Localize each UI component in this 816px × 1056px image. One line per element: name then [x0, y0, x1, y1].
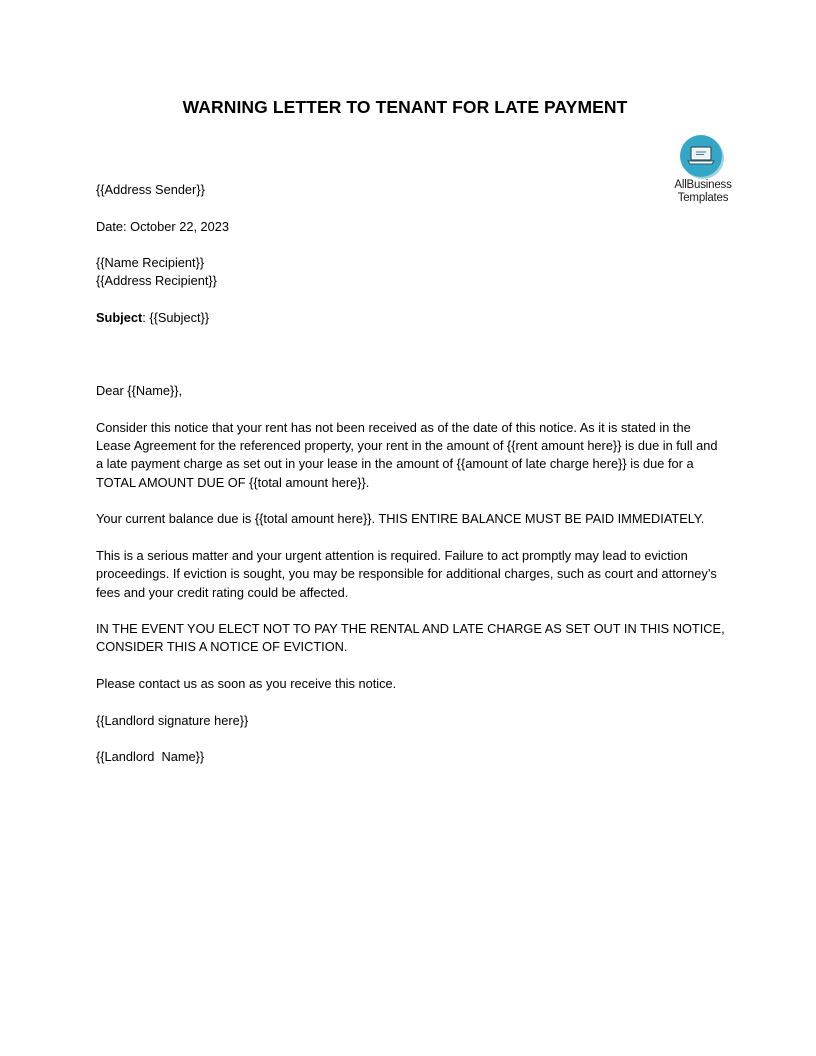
- recipient-name: {{Name Recipient}}: [96, 255, 205, 271]
- salutation: Dear {{Name}},: [96, 383, 183, 399]
- sender-address: {{Address Sender}}: [96, 182, 205, 197]
- spacer: [96, 346, 726, 383]
- document-title: WARNING LETTER TO TENANT FOR LATE PAYMENT: [182, 97, 628, 117]
- letter-date: Date: October 22, 2023: [96, 218, 230, 234]
- landlord-signature: {{Landlord signature here}}: [96, 712, 249, 728]
- logo-line-2: Templates: [677, 191, 729, 204]
- paragraph-eviction-notice: IN THE EVENT YOU ELECT NOT TO PAY THE RENTAL AND LATE CHARGE AS SET OUT IN THIS NOTICE, CONSIDER THIS A NOTICE OF EVICTION.: [96, 621, 725, 655]
- paragraph-serious-matter: This is a serious matter and your urgent attention is required. Failure to act promptly may lead to eviction proceedings. If eviction is sought, you may be responsible for additional charges, such as court and attorney’s fees and your credit rating could be affected.: [96, 547, 717, 600]
- landlord-name: {{Landlord Name}}: [96, 749, 205, 765]
- letter-body: [96, 181, 726, 785]
- logo-line-1: AllBusiness: [674, 179, 732, 191]
- paragraph-contact: Please contact us as soon as you receive this notice.: [96, 676, 397, 692]
- paragraph-notice: Consider this notice that your rent has not been received as of the date of this notice. As it is stated in the Lease Agreement for the referenced property, your rent in the amount of {{rent amount here}} is due in full and a late payment charge as set out in your lease in the amount of {{amount of late charge here}} is due for a TOTAL AMOUNT DUE OF {{total amount here}}.: [96, 419, 718, 490]
- subject-label: Subject: [96, 310, 143, 326]
- recipient-address: {{Address Recipient}}: [96, 273, 217, 289]
- subject-value: : {{Subject}}: [142, 310, 210, 326]
- subject-line: [96, 309, 726, 327]
- paragraph-balance: Your current balance due is {{total amount here}}. THIS ENTIRE BALANCE MUST BE PAID IMMEDIATELY.: [96, 511, 705, 527]
- laptop-icon: [680, 135, 722, 177]
